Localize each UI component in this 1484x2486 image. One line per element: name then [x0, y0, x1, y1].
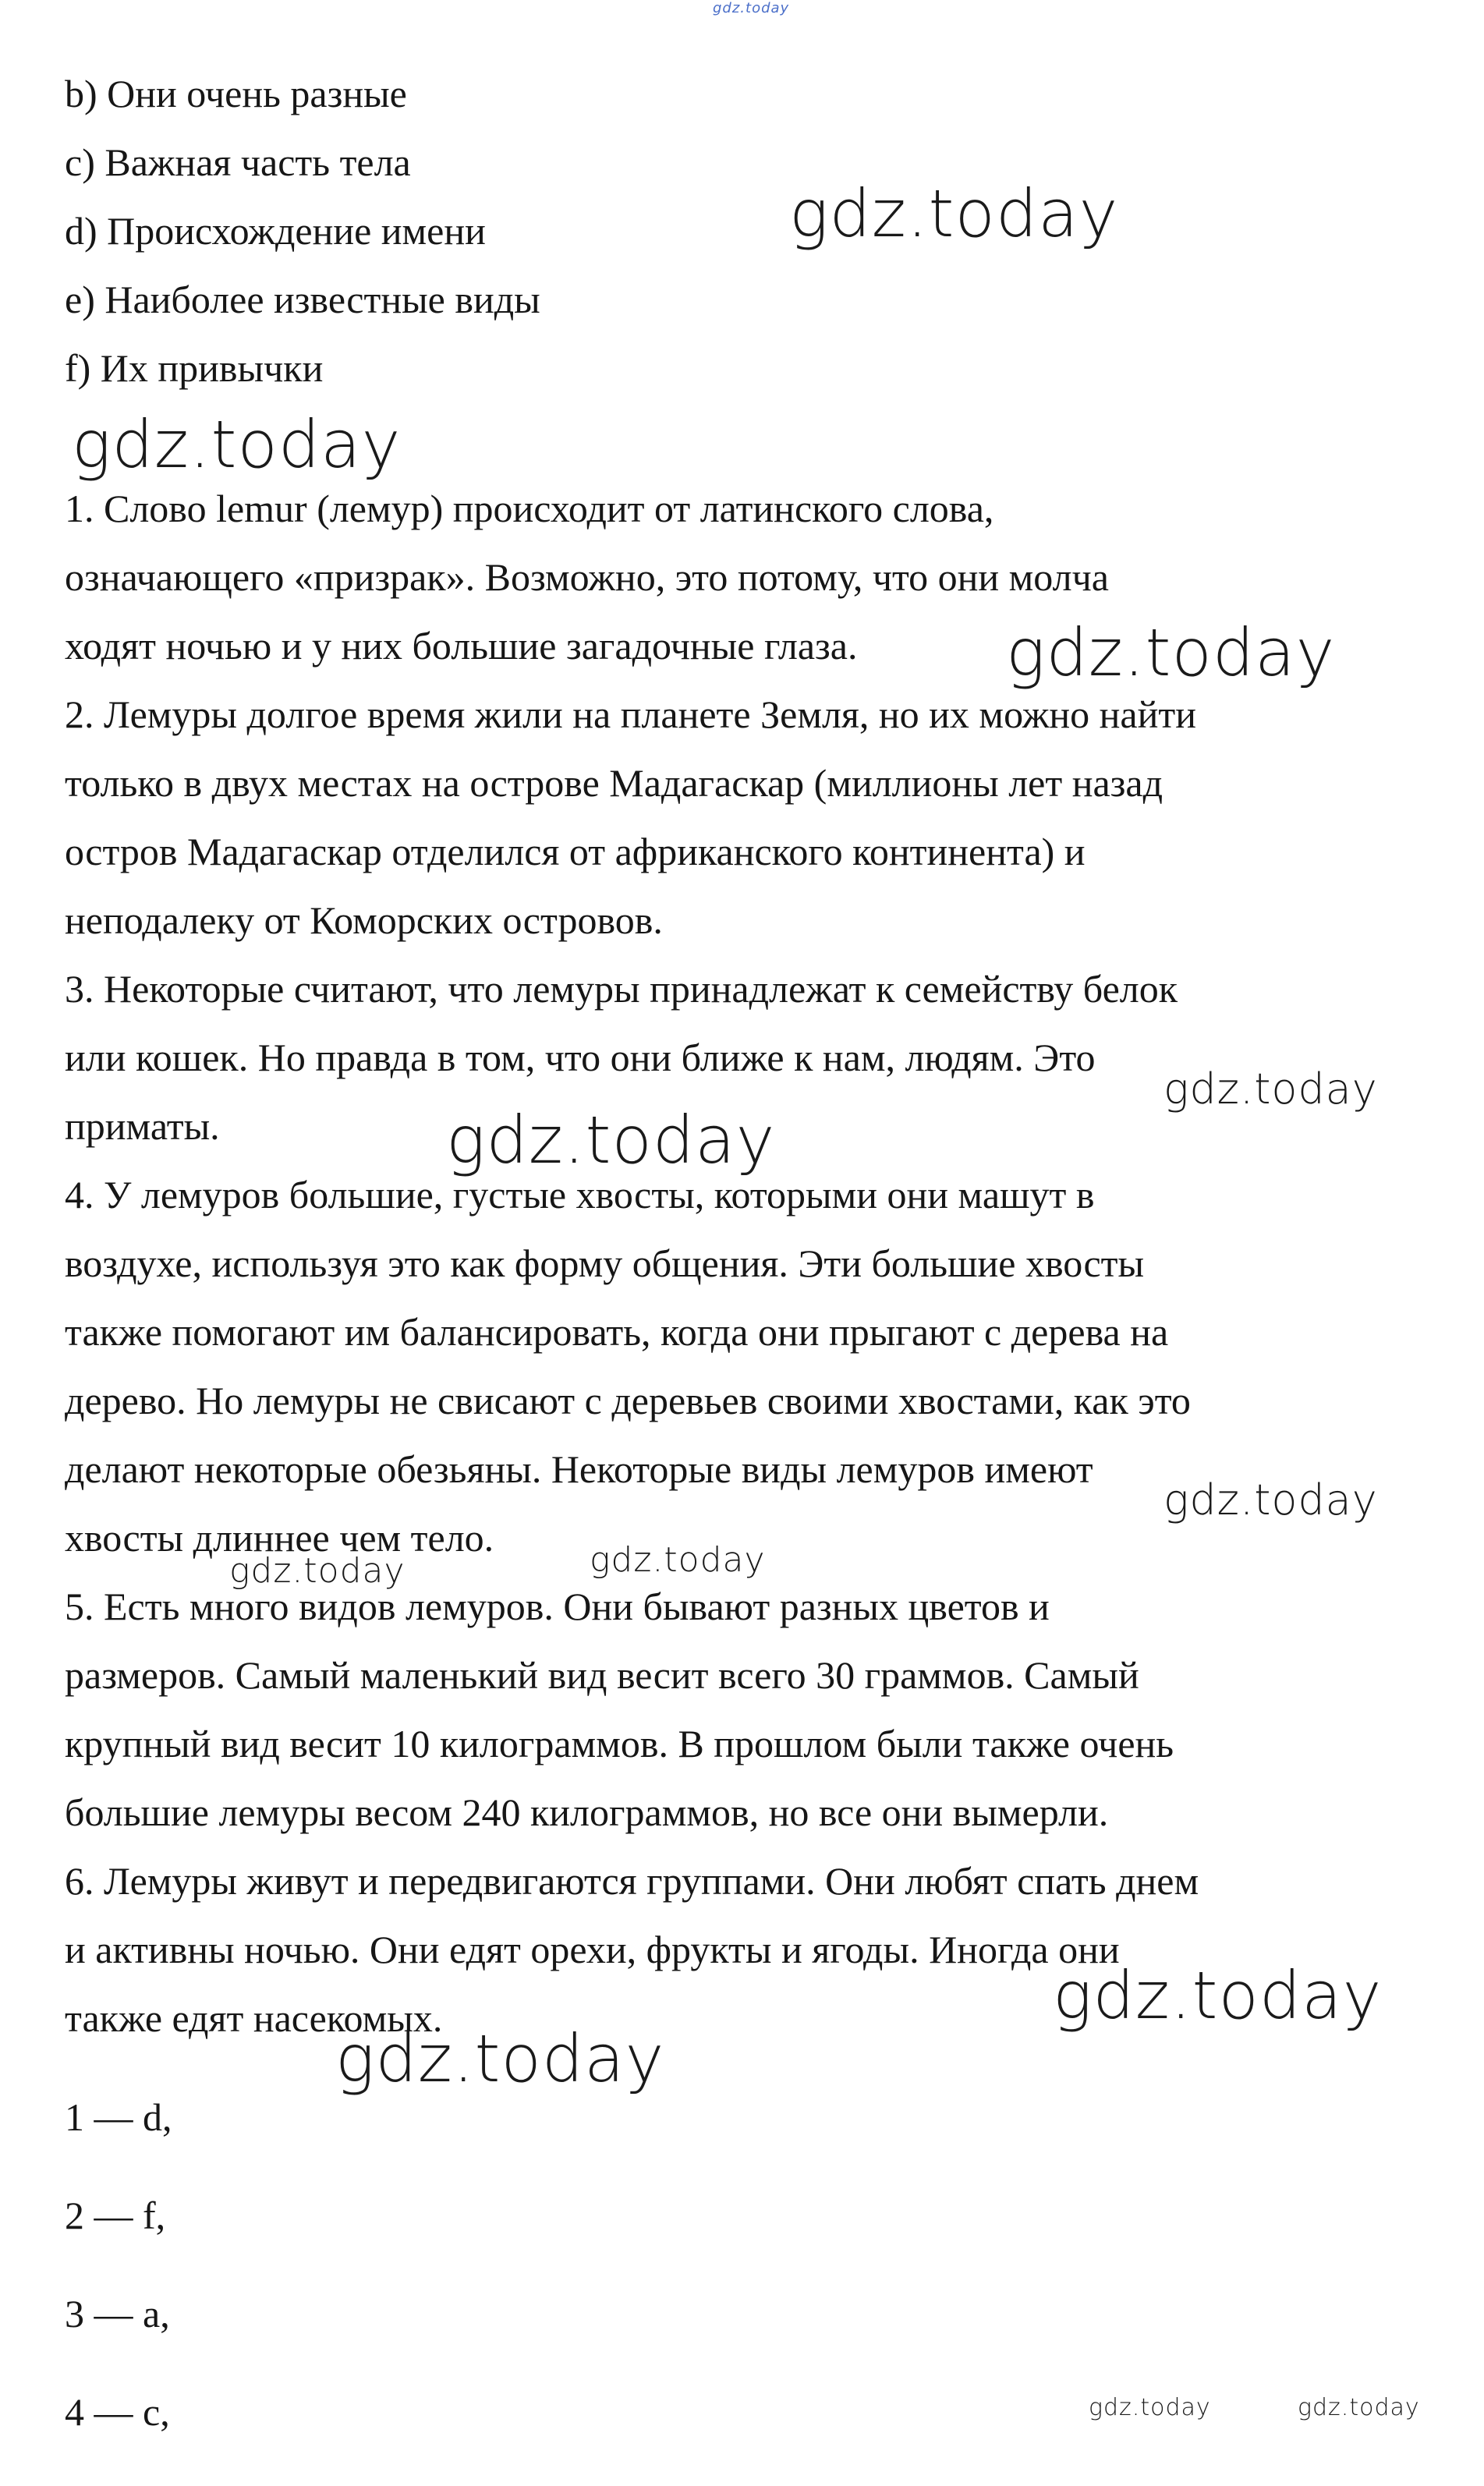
text-line: хвосты длиннее чем тело. — [65, 1516, 494, 1560]
text-line: крупный вид весит 10 килограммов. В прошлом были также очень — [65, 1722, 1174, 1765]
answer-item: 3 — a, — [65, 2292, 170, 2335]
text-line: также едят насекомых. — [65, 1996, 443, 2040]
text-line: ходят ночью и у них большие загадочные глаза. — [65, 624, 858, 668]
text-line: дерево. Но лемуры не свисают с деревьев своими хвостами, как это — [65, 1379, 1191, 1422]
text-line: остров Мадагаскар отделился от африканского континента) и — [65, 830, 1086, 873]
watermark: gdz.today — [1163, 1064, 1378, 1114]
option-c: c) Важная часть тела — [65, 140, 411, 184]
watermark: gdz.today — [789, 175, 1119, 252]
watermark: gdz.today — [72, 406, 402, 483]
watermark: gdz.today — [590, 1540, 766, 1580]
text-line: 4. У лемуров большие, густые хвосты, которыми они машут в — [65, 1173, 1095, 1216]
watermark: gdz.today — [1006, 614, 1336, 691]
option-f: f) Их привычки — [65, 346, 324, 390]
text-line: 5. Есть много видов лемуров. Они бывают разных цветов и — [65, 1585, 1050, 1628]
watermark: gdz.today — [446, 1102, 776, 1178]
answer-item: 1 — d, — [65, 2095, 172, 2139]
option-e: e) Наиболее известные виды — [65, 278, 540, 321]
watermark: gdz.today — [1053, 1957, 1383, 2034]
watermark: gdz.today — [1089, 2394, 1211, 2421]
answer-item: 2 — f, — [65, 2194, 166, 2237]
option-b: b) Они очень разные — [65, 72, 407, 115]
text-line: 3. Некоторые считают, что лемуры принадлежат к семейству белок — [65, 967, 1178, 1011]
top-watermark: gdz.today — [713, 0, 790, 16]
text-line: большие лемуры весом 240 килограммов, но все они вымерли. — [65, 1790, 1109, 1834]
text-line: означающего «призрак». Возможно, это потому, что они молча — [65, 555, 1109, 599]
watermark: gdz.today — [335, 2020, 665, 2097]
text-line: и активны ночью. Они едят орехи, фрукты и ягоды. Иногда они — [65, 1928, 1120, 1971]
text-line: 2. Лемуры долгое время жили на планете Земля, но их можно найти — [65, 692, 1196, 736]
text-line: только в двух местах на острове Мадагаскар (миллионы лет назад — [65, 761, 1163, 805]
text-line: делают некоторые обезьяны. Некоторые виды лемуров имеют — [65, 1447, 1093, 1491]
text-line: 6. Лемуры живут и передвигаются группами. Они любят спать днем — [65, 1859, 1199, 1903]
text-line: размеров. Самый маленький вид весит всего 30 граммов. Самый — [65, 1653, 1139, 1697]
watermark: gdz.today — [1298, 2394, 1420, 2421]
text-line: 1. Слово lemur (лемур) происходит от латинского слова, — [65, 487, 994, 530]
text-line: приматы. — [65, 1104, 220, 1148]
watermark: gdz.today — [229, 1551, 406, 1591]
text-line: также помогают им балансировать, когда они прыгают с дерева на — [65, 1310, 1169, 1354]
watermark: gdz.today — [1163, 1475, 1378, 1525]
option-d: d) Происхождение имени — [65, 209, 486, 253]
text-line: или кошек. Но правда в том, что они ближе к нам, людям. Это — [65, 1036, 1096, 1079]
text-line: неподалеку от Коморских островов. — [65, 898, 663, 942]
text-line: воздухе, используя это как форму общения. Эти большие хвосты — [65, 1241, 1145, 1285]
answer-item: 4 — c, — [65, 2390, 170, 2434]
